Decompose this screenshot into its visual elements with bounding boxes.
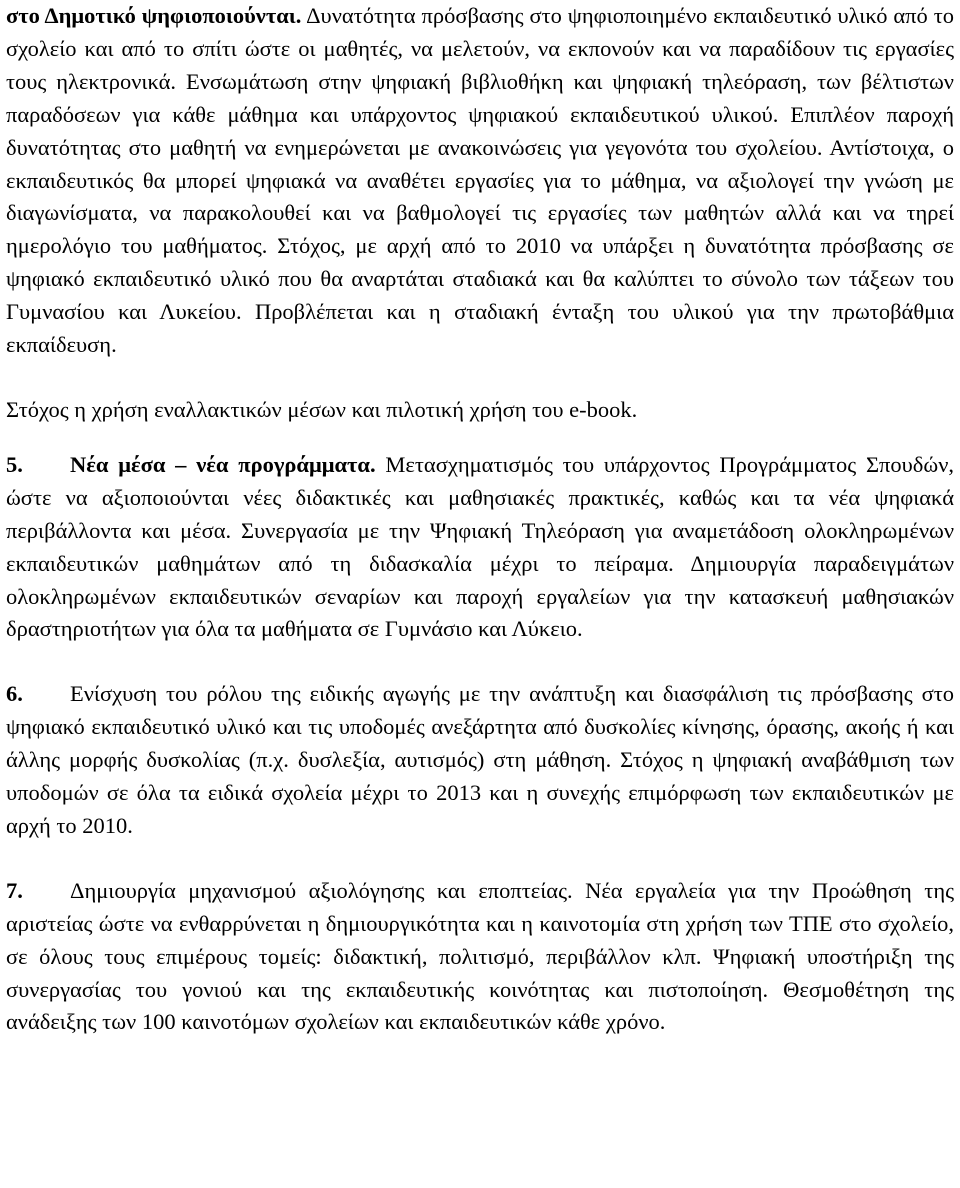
section-7-paragraph bbox=[6, 875, 954, 1040]
section-7-number: 7. bbox=[6, 877, 23, 903]
section-6-paragraph bbox=[6, 678, 954, 843]
goal-paragraph bbox=[6, 394, 954, 427]
intro-lead-text: στο Δημοτικό ψηφιοποιούνται. bbox=[6, 3, 302, 28]
section-5-title: Νέα μέσα – νέα προγράμματα. bbox=[70, 451, 376, 477]
section-5-paragraph bbox=[6, 449, 954, 646]
section-7-body: Δημιουργία μηχανισμού αξιολόγησης και εποπτείας. Νέα εργαλεία για την Προώθηση της αριστείας ώστε να ενθαρρύνεται η δημιουργικότητα και η καινοτομία στη χρήση των ΤΠΕ στο σχολείο, σε όλους τους επιμέρους τομείς: διδακτική, πολιτισμό, περιβάλλον κλπ. Ψηφιακή υποστήριξη της συνεργασίας του γονιού και της εκπαιδευτικής κοινότητας και πιστοποίηση. Θεσμοθέτηση της ανάδειξης των 100 καινοτόμων σχολείων και εκπαιδευτικών κάθε χρόνο. bbox=[6, 877, 954, 1035]
document-page bbox=[6, 0, 954, 1039]
section-5-body: Μετασχηματισμός του υπάρχοντος Προγράμματος Σπουδών, ώστε να αξιοποιούνται νέες διδακτικές και μαθησιακές πρακτικές, καθώς και τα νέα ψηφιακά περιβάλλοντα και μέσα. Συνεργασία με την Ψηφιακή Τηλεόραση για αναμετάδοση ολοκληρωμένων εκπαιδευτικών μαθημάτων από τη διδασκαλία μέχρι το πείραμα. Δημιουργία παραδειγμάτων ολοκληρωμένων εκπαιδευτικών σεναρίων και παροχή εργαλείων για την κατασκευή μαθησιακών δραστηριοτήτων για όλα τα μαθήματα σε Γυμνάσιο και Λύκειο. bbox=[6, 451, 955, 642]
section-6-number: 6. bbox=[6, 681, 23, 707]
goal-text: Στόχος η χρήση εναλλακτικών μέσων και πιλοτική χρήση του e-book. bbox=[6, 396, 638, 422]
intro-paragraph bbox=[6, 0, 954, 362]
section-5-number: 5. bbox=[6, 451, 23, 477]
intro-body-text: Δυνατότητα πρόσβασης στο ψηφιοποιημένο εκπαιδευτικό υλικό από το σχολείο και από το σπίτι ώστε οι μαθητές, να μελετούν, να εκπονούν και να παραδίδουν τις εργασίες τους ηλεκτρονικά. Ενσωμάτωση στην ψηφιακή βιβλιοθήκη και ψηφιακή τηλεόραση, των βέλτιστων παραδόσεων για κάθε μάθημα και υπάρχοντος ψηφιακού εκπαιδευτικού υλικού. Επιπλέον παροχή δυνατότητας στο μαθητή να ενημερώνεται με ανακοινώσεις για γεγονότα του σχολείου. Αντίστοιχα, ο εκπαιδευτικός θα μπορεί ψηφιακά να αναθέτει εργασίες για το μάθημα, να αξιολογεί την γνώση με διαγωνίσματα, να παρακολουθεί και να βαθμολογεί τις εργασίες των μαθητών αλλά και να τηρεί ημερολόγιο του μαθήματος. Στόχος, με αρχή από το 2010 να υπάρξει η δυνατότητα πρόσβασης σε ψηφιακό εκπαιδευτικό υλικό που θα αναρτάται σταδιακά και θα καλύπτει το σύνολο των τάξεων του Γυμνασίου και Λυκείου. Προβλέπεται και η σταδιακή ένταξη του υλικού για την πρωτοβάθμια εκπαίδευση. bbox=[6, 3, 955, 358]
section-6-body: Ενίσχυση του ρόλου της ειδικής αγωγής με την ανάπτυξη και διασφάλιση τις πρόσβασης στο ψηφιακό εκπαιδευτικό υλικό και τις υποδομές ανεξάρτητα από δυσκολίες κίνησης, όρασης, ακοής ή και άλλης μορφής δυσκολίας (π.χ. δυσλεξία, αυτισμός) στη μάθηση. Στόχος η ψηφιακή αναβάθμιση των υποδομών σε όλα τα ειδικά σχολεία μέχρι το 2013 και η συνεχής επιμόρφωση των εκπαιδευτικών με αρχή το 2010. bbox=[6, 681, 954, 838]
